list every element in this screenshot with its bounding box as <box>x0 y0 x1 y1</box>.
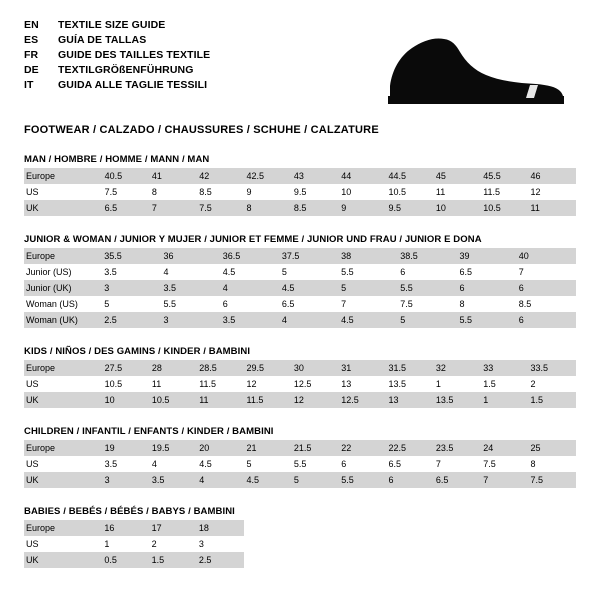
cell: 3.5 <box>161 280 220 296</box>
cell: 12 <box>246 379 257 389</box>
cell: 1.5 <box>150 552 197 568</box>
language-title: GUIDE DES TAILLES TEXTILE <box>58 49 211 61</box>
cell: 6.5 <box>434 472 481 488</box>
cell: 42.5 <box>245 168 292 184</box>
cell: 41 <box>150 168 197 184</box>
language-row <box>24 33 210 47</box>
language-row <box>24 18 210 32</box>
cell: 32 <box>434 360 481 376</box>
cell-empty <box>244 552 576 568</box>
cell: 12.5 <box>339 392 386 408</box>
cell: 6 <box>517 280 576 296</box>
cell: 28 <box>150 360 197 376</box>
cell: 6 <box>341 459 347 469</box>
cell: 5 <box>292 472 339 488</box>
cell: 12 <box>292 392 339 408</box>
table-row <box>24 248 576 264</box>
cell: 4 <box>197 472 244 488</box>
row-label: UK <box>24 200 103 216</box>
language-row <box>24 48 210 62</box>
table-row <box>24 520 576 536</box>
cell: 10 <box>103 392 150 408</box>
cell: 36 <box>161 248 220 264</box>
cell: 27.5 <box>103 360 150 376</box>
cell: 1.5 <box>529 392 576 408</box>
cell: 20 <box>197 440 244 456</box>
row-label: Europe <box>24 520 102 536</box>
cell: 3 <box>103 472 150 488</box>
cell: 8 <box>151 187 157 197</box>
language-titles <box>24 18 210 92</box>
language-title: TEXTILGRÖßENFÜHRUNG <box>58 64 194 76</box>
cell: 6 <box>222 299 228 309</box>
cell: 38.5 <box>398 248 457 264</box>
row-label: US <box>26 379 39 389</box>
cell: 10.5 <box>150 392 197 408</box>
table-row <box>24 392 576 408</box>
row-label: Junior (US) <box>26 267 72 277</box>
row-label: Europe <box>24 360 103 376</box>
cell: 5 <box>281 267 287 277</box>
cell: 16 <box>102 520 149 536</box>
cell: 5.5 <box>339 472 386 488</box>
cell: 4.5 <box>222 267 236 277</box>
cell: 18 <box>197 520 244 536</box>
table-row <box>24 440 576 456</box>
language-row <box>24 78 210 92</box>
cell: 11.5 <box>199 379 217 389</box>
cell: 6 <box>387 472 434 488</box>
cell: 10.5 <box>104 379 123 389</box>
cell: 21.5 <box>292 440 339 456</box>
cell: 5 <box>104 299 110 309</box>
language-title: GUIDA ALLE TAGLIE TESSILI <box>58 79 208 91</box>
cell: 7.5 <box>197 200 244 216</box>
language-code: EN <box>24 19 39 31</box>
cell: 43 <box>292 168 339 184</box>
cell: 45 <box>434 168 481 184</box>
group-title: BABIES / BEBÉS / BÉBÉS / BABYS / BAMBINI <box>24 506 235 517</box>
cell: 3.5 <box>104 267 117 277</box>
cell: 6.5 <box>388 459 402 469</box>
cell: 7 <box>481 472 528 488</box>
cell: 19.5 <box>150 440 197 456</box>
cell: 39 <box>458 248 517 264</box>
cell: 8 <box>245 200 292 216</box>
cell: 7 <box>518 267 524 277</box>
table-row <box>24 456 576 472</box>
row-label: Woman (US) <box>26 299 78 309</box>
cell: 9.5 <box>387 200 434 216</box>
cell: 37.5 <box>280 248 339 264</box>
group-title: MAN / HOMBRE / HOMME / MANN / MAN <box>24 154 210 165</box>
cell: 42 <box>197 168 244 184</box>
language-code: IT <box>24 79 34 91</box>
cell: 30 <box>292 360 339 376</box>
table-row <box>24 200 576 216</box>
cell: 4 <box>280 312 339 328</box>
cell: 11 <box>435 187 446 197</box>
group-kids <box>24 346 576 408</box>
cell: 11.5 <box>483 187 501 197</box>
table-row <box>24 552 576 568</box>
language-code: DE <box>24 64 39 76</box>
cell: 8 <box>530 459 536 469</box>
cell: 3.5 <box>221 312 280 328</box>
cell: 4.5 <box>245 472 292 488</box>
language-code: FR <box>24 49 39 61</box>
cell: 0.5 <box>102 552 149 568</box>
table-row <box>24 264 576 280</box>
cell: 9 <box>246 187 252 197</box>
table-row <box>24 360 576 376</box>
cell: 7.5 <box>400 299 413 309</box>
cell: 4 <box>151 459 157 469</box>
cell: 5.5 <box>163 299 176 309</box>
cell: 10.5 <box>388 187 407 197</box>
row-label: Woman (UK) <box>24 312 102 328</box>
cell: 11 <box>197 392 244 408</box>
cell: 2.5 <box>197 552 244 568</box>
cell: 44 <box>339 168 386 184</box>
cell: 11.5 <box>245 392 292 408</box>
cell: 3.5 <box>150 472 197 488</box>
cell: 1.5 <box>483 379 496 389</box>
row-label: Europe <box>24 248 102 264</box>
table-row <box>24 296 576 312</box>
cell: 1 <box>104 539 110 549</box>
language-row <box>24 63 210 77</box>
cell: 5 <box>339 280 398 296</box>
cell: 12 <box>530 187 541 197</box>
row-label: UK <box>24 552 102 568</box>
language-code: ES <box>24 34 39 46</box>
table-row <box>24 376 576 392</box>
cell: 31.5 <box>387 360 434 376</box>
cell: 7 <box>341 299 347 309</box>
group-children <box>24 426 576 488</box>
cell: 40.5 <box>103 168 150 184</box>
table-row <box>24 536 576 552</box>
cell: 31 <box>339 360 386 376</box>
size-table-man <box>24 168 576 216</box>
cell: 22 <box>339 440 386 456</box>
cell: 3 <box>102 280 161 296</box>
row-label: Junior (UK) <box>24 280 102 296</box>
cell: 4 <box>221 280 280 296</box>
cell: 7 <box>150 200 197 216</box>
group-junior-woman <box>24 234 576 328</box>
cell: 36.5 <box>221 248 280 264</box>
cell-empty <box>244 536 576 552</box>
row-label: Europe <box>24 440 103 456</box>
cell: 2.5 <box>102 312 161 328</box>
cell: 6 <box>458 280 517 296</box>
cell: 7.5 <box>529 472 576 488</box>
cell: 5.5 <box>341 267 354 277</box>
table-row <box>24 472 576 488</box>
group-title: JUNIOR & WOMAN / JUNIOR Y MUJER / JUNIOR ET FEMME / JUNIOR UND FRAU / JUNIOR E DONA <box>24 234 482 245</box>
cell: 2 <box>530 379 536 389</box>
cell: 21 <box>245 440 292 456</box>
cell: 33.5 <box>529 360 576 376</box>
row-label: US <box>26 539 39 549</box>
cell: 8.5 <box>199 187 212 197</box>
cell: 11 <box>529 200 576 216</box>
cell: 9.5 <box>293 187 307 197</box>
cell: 5.5 <box>398 280 457 296</box>
row-label: UK <box>24 392 103 408</box>
language-title: GUÍA DE TALLAS <box>58 34 147 46</box>
cell: 8.5 <box>292 200 339 216</box>
cell: 11 <box>151 379 162 389</box>
dress-shoe-icon <box>378 30 568 110</box>
cell: 4.5 <box>339 312 398 328</box>
table-row <box>24 280 576 296</box>
page-title: FOOTWEAR / CALZADO / CHAUSSURES / SCHUHE / CALZATURE <box>24 124 379 136</box>
cell: 6.5 <box>103 200 150 216</box>
cell: 38 <box>339 248 398 264</box>
cell: 45.5 <box>481 168 528 184</box>
cell: 33 <box>481 360 528 376</box>
cell: 22.5 <box>387 440 434 456</box>
cell: 5.5 <box>293 459 307 469</box>
table-row <box>24 312 576 328</box>
cell: 12.5 <box>293 379 312 389</box>
group-title: KIDS / NIÑOS / DES GAMINS / KINDER / BAMBINI <box>24 346 251 357</box>
cell: 7 <box>435 459 441 469</box>
size-table-babies <box>24 520 576 568</box>
row-label: UK <box>24 472 103 488</box>
size-table-junior-woman <box>24 248 576 328</box>
cell: 25 <box>529 440 576 456</box>
cell: 19 <box>103 440 150 456</box>
cell: 3 <box>161 312 220 328</box>
cell: 4.5 <box>280 280 339 296</box>
row-label: US <box>26 187 39 197</box>
cell: 35.5 <box>102 248 161 264</box>
table-row <box>24 168 576 184</box>
cell: 28.5 <box>197 360 244 376</box>
cell-empty <box>244 520 576 536</box>
cell: 13.5 <box>434 392 481 408</box>
cell: 24 <box>481 440 528 456</box>
cell: 3 <box>198 539 204 549</box>
cell: 8 <box>459 299 465 309</box>
cell: 1 <box>435 379 441 389</box>
cell: 5 <box>246 459 252 469</box>
cell: 40 <box>517 248 576 264</box>
group-man <box>24 154 576 216</box>
cell: 10.5 <box>481 200 528 216</box>
cell: 29.5 <box>245 360 292 376</box>
cell: 44.5 <box>387 168 434 184</box>
table-row <box>24 184 576 200</box>
cell: 5.5 <box>458 312 517 328</box>
cell: 13 <box>341 379 352 389</box>
cell: 6 <box>517 312 576 328</box>
cell: 13.5 <box>388 379 407 389</box>
cell: 6 <box>400 267 406 277</box>
cell: 5 <box>398 312 457 328</box>
cell: 8.5 <box>518 299 532 309</box>
cell: 7.5 <box>483 459 496 469</box>
cell: 3.5 <box>104 459 118 469</box>
cell: 9 <box>339 200 386 216</box>
group-babies <box>24 506 576 568</box>
cell: 6.5 <box>459 267 473 277</box>
cell: 4.5 <box>199 459 212 469</box>
cell: 2 <box>151 539 157 549</box>
group-title: CHILDREN / INFANTIL / ENFANTS / KINDER / BAMBINI <box>24 426 274 437</box>
row-label: Europe <box>24 168 103 184</box>
language-title: TEXTILE SIZE GUIDE <box>58 19 166 31</box>
cell: 4 <box>163 267 169 277</box>
cell: 1 <box>481 392 528 408</box>
cell: 46 <box>529 168 576 184</box>
cell: 10 <box>341 187 352 197</box>
page-header <box>24 18 576 110</box>
cell: 10 <box>434 200 481 216</box>
size-table-children <box>24 440 576 488</box>
cell: 13 <box>387 392 434 408</box>
cell: 7.5 <box>104 187 118 197</box>
size-table-kids <box>24 360 576 408</box>
row-label: US <box>26 459 39 469</box>
cell: 6.5 <box>281 299 295 309</box>
cell: 17 <box>150 520 197 536</box>
cell: 23.5 <box>434 440 481 456</box>
